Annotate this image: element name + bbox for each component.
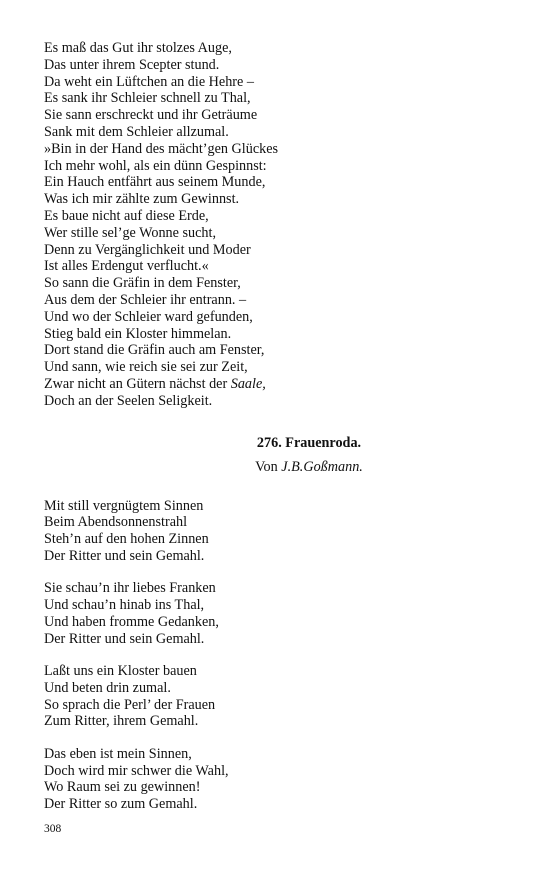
verse-line: Wo Raum sei zu gewinnen! <box>44 779 201 796</box>
text-segment: »Bin in der Hand des mächt’gen Glückes <box>44 140 279 157</box>
verse-line <box>44 376 514 393</box>
text-segment: Was ich mir zählte zum Gewinnst. <box>44 191 240 208</box>
verse-line <box>44 90 514 107</box>
text-segment: So sann die Gräfin in dem Fenster, <box>44 275 241 292</box>
text-segment: Ist alles Erdengut verflucht.« <box>44 258 209 275</box>
verse-line: Der Ritter so zum Gemahl. <box>44 796 198 813</box>
text-segment: Es baue nicht auf diese Erde, <box>44 207 209 224</box>
verse-line: Doch wird mir schwer die Wahl, <box>44 762 229 779</box>
verse-line <box>44 57 514 74</box>
text-segment: Sie sann erschreckt und ihr Geträume <box>44 107 258 124</box>
text-segment: Doch an der Seelen Seligkeit. <box>44 392 213 409</box>
verse-line <box>44 107 514 124</box>
page-number: 308 <box>44 823 62 835</box>
verse-line <box>44 158 514 175</box>
verse-line: Sie schau’n ihr liebes Franken <box>44 580 216 597</box>
verse-line: Beim Abendsonnenstrahl <box>44 514 188 531</box>
stanza <box>44 663 514 730</box>
verse-line <box>44 258 514 275</box>
text-segment: Ich mehr wohl, als ein dünn Gespinnst: <box>44 157 267 174</box>
stanza <box>44 498 514 565</box>
verse-line: So sprach die Perl’ der Frauen <box>44 696 216 713</box>
verse-line <box>44 225 514 242</box>
verse-line: Steh’n auf den hohen Zinnen <box>44 531 209 548</box>
text-segment: Dort stand die Gräfin auch am Fenster, <box>44 342 265 359</box>
verse-line: Und schau’n hinab ins Thal, <box>44 597 205 614</box>
text-segment: Stieg bald ein Kloster himmelan. <box>44 325 232 342</box>
verse-line <box>44 74 514 91</box>
verse-line <box>44 326 514 343</box>
text-segment: Da weht ein Lüftchen an die Hehre – <box>44 73 254 90</box>
verse-line <box>44 393 514 410</box>
verse-line <box>44 309 514 326</box>
verse-line <box>44 242 514 259</box>
verse-line: Und beten drin zumal. <box>44 679 171 696</box>
stanza <box>44 746 514 813</box>
verse-line <box>44 191 514 208</box>
author-name: J.B.Goßmann. <box>281 458 363 475</box>
verse-line <box>44 40 514 57</box>
poem-continuation <box>44 40 514 410</box>
text-segment: Aus dem der Schleier ihr entrann. – <box>44 291 247 308</box>
verse-line: Und haben fromme Gedanken, <box>44 613 219 630</box>
verse-line <box>44 342 514 359</box>
stanza <box>44 580 514 647</box>
text-segment: Und sann, wie reich sie sei zur Zeit, <box>44 359 248 376</box>
text-segment: Es maß das Gut ihr stolzes Auge, <box>44 40 232 56</box>
section-author <box>44 458 514 476</box>
verse-line: Zum Ritter, ihrem Gemahl. <box>44 713 199 730</box>
verse-line: Das eben ist mein Sinnen, <box>44 745 192 762</box>
text-segment: Es sank ihr Schleier schnell zu Thal, <box>44 90 251 107</box>
page-content <box>44 40 514 813</box>
verse-line <box>44 174 514 191</box>
verse-line <box>44 141 514 158</box>
verse-line: Der Ritter und sein Gemahl. <box>44 630 205 647</box>
section-title: 276. Frauenroda. <box>256 434 362 451</box>
poem-frauenroda <box>44 498 514 814</box>
text-segment: Sank mit dem Schleier allzumal. <box>44 123 229 140</box>
verse-line: Laßt uns ein Kloster bauen <box>44 663 197 680</box>
verse-line <box>44 124 514 141</box>
text-segment: Denn zu Vergänglichkeit und Moder <box>44 241 251 258</box>
author-prefix: Von <box>255 458 282 475</box>
verse-line <box>44 275 514 292</box>
verse-line: Mit still vergnügtem Sinnen <box>44 497 204 514</box>
text-segment: Das unter ihrem Scepter stund. <box>44 56 220 73</box>
verse-line <box>44 359 514 376</box>
verse-line <box>44 292 514 309</box>
text-segment: Wer stille sel’ge Wonne sucht, <box>44 224 216 241</box>
verse-line: Der Ritter und sein Gemahl. <box>44 547 205 564</box>
text-segment: Zwar nicht an Gütern nächst der <box>44 375 231 392</box>
text-segment: Und wo der Schleier ward gefunden, <box>44 308 253 325</box>
italic-text: Saale, <box>230 375 266 392</box>
verse-line <box>44 208 514 225</box>
text-segment: Ein Hauch entfährt aus seinem Munde, <box>44 174 266 191</box>
